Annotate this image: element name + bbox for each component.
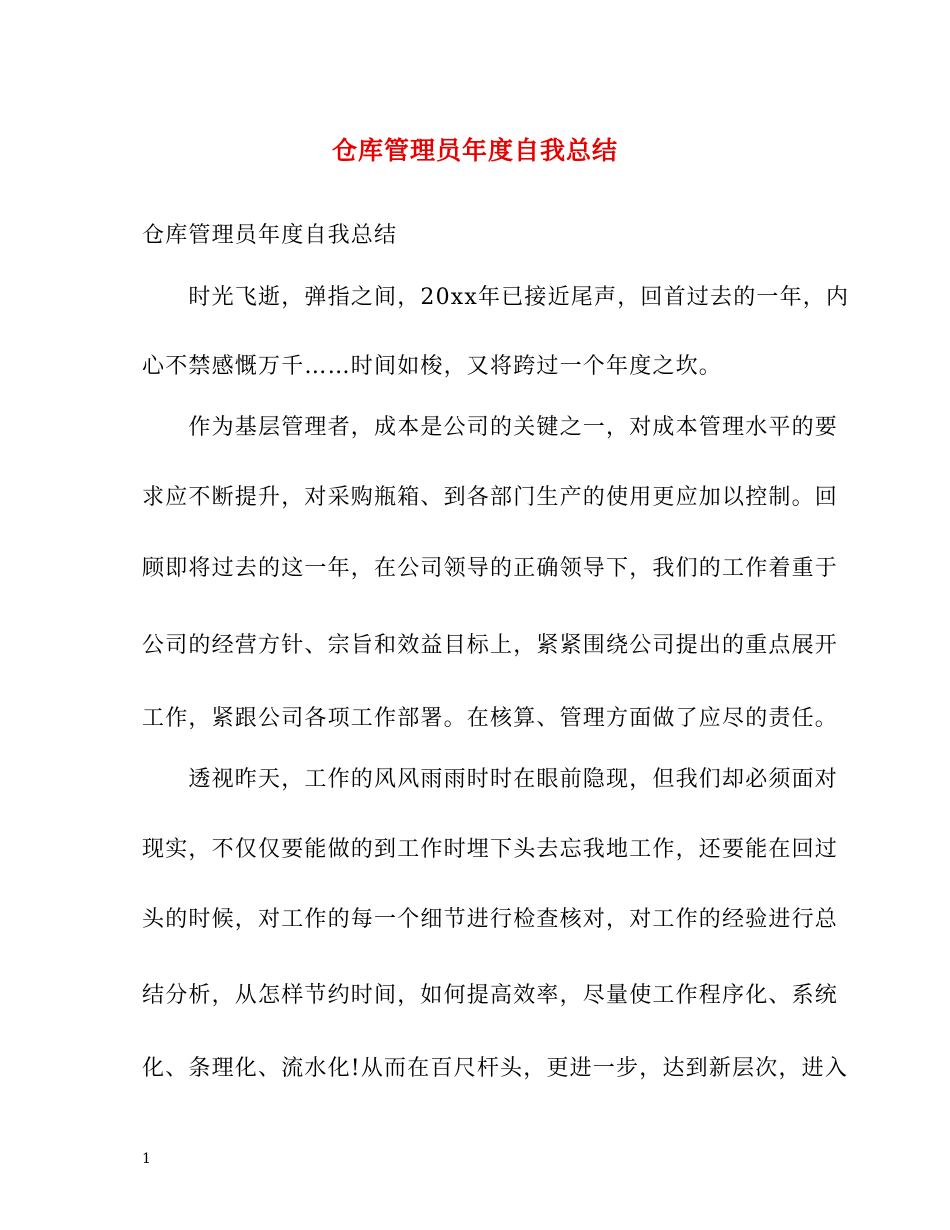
body-line: 透视昨天，工作的风风雨雨时时在眼前隐现，但我们却必须面对	[142, 767, 839, 792]
page-title: 仓库管理员年度自我总结	[331, 136, 618, 165]
body-line: 心不禁感慨万千……时间如梭，又将跨过一个年度之坎。	[142, 354, 723, 379]
body-line: 结分析，从怎样节约时间，如何提高效率，尽量使工作程序化、系统	[142, 983, 839, 1008]
body-line: 作为基层管理者，成本是公司的关键之一，对成本管理水平的要	[142, 415, 839, 440]
body-line: 仓库管理员年度自我总结	[142, 223, 398, 248]
body-line: 时光飞逝，弹指之间，20xx年已接近尾声，回首过去的一年，内	[142, 285, 850, 310]
page-number: 1	[142, 1151, 151, 1167]
body-line: 公司的经营方针、宗旨和效益目标上，紧紧围绕公司提出的重点展开	[142, 633, 839, 658]
body-line: 顾即将过去的这一年，在公司领导的正确领导下，我们的工作着重于	[142, 556, 839, 581]
body-line: 头的时候，对工作的每一个细节进行检查核对，对工作的经验进行总	[142, 907, 839, 932]
body-line: 化、条理化、流水化!从而在百尺杆头，更进一步，达到新层次，进入	[142, 1056, 849, 1081]
body-line: 工作，紧跟公司各项工作部署。在核算、管理方面做了应尽的责任。	[142, 706, 839, 731]
body-line: 现实，不仅仅要能做的到工作时埋下头去忘我地工作，还要能在回过	[142, 837, 839, 862]
body-line: 求应不断提升，对采购瓶箱、到各部门生产的使用更应加以控制。回	[142, 485, 839, 510]
